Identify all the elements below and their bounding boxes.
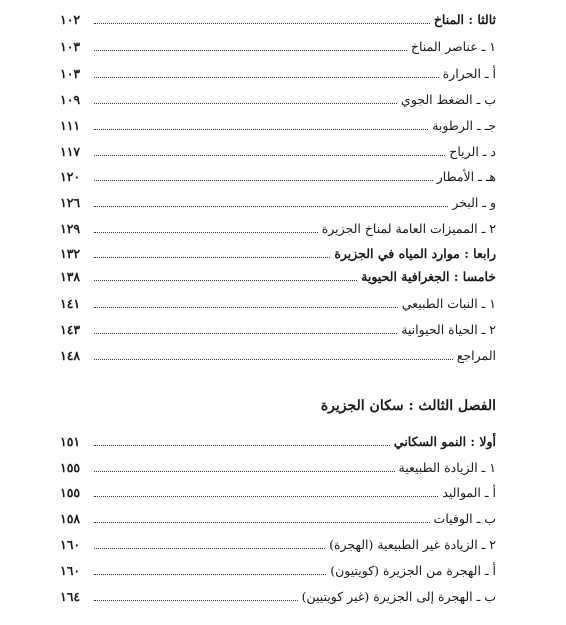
toc-entry-label: رابعا : موارد المياه في الجزيرة: [334, 246, 496, 261]
dot-leader: [94, 495, 438, 497]
toc-entry-label: أ ـ الحرارة: [442, 66, 496, 81]
dot-leader: [94, 256, 330, 258]
toc-entry-page: ١١٧: [60, 144, 81, 159]
toc-entry-emigration: [60, 560, 496, 582]
dot-leader: [94, 231, 318, 233]
toc-entry-label: ٢ ـ الحياة الحيوانية: [401, 322, 496, 337]
toc-entry-label: ١ ـ النبات الطبيعي: [401, 296, 496, 311]
toc-entry-pressure: [60, 89, 496, 111]
dot-leader: [94, 49, 407, 51]
toc-entry-immigration: [60, 586, 496, 608]
dot-leader: [94, 599, 298, 601]
toc-entry-temperature: [60, 63, 496, 85]
toc-entry-page: ١٦٠: [60, 563, 81, 578]
toc-entry-page: ١٠٩: [60, 92, 81, 107]
toc-entry-rain: [60, 166, 496, 188]
dot-leader: [94, 358, 453, 360]
dot-leader: [94, 470, 395, 472]
toc-entry-page: ١٠٣: [60, 39, 81, 54]
toc-entry-climate-features: [60, 218, 496, 240]
toc-entry-page: ١٤٨: [60, 348, 81, 363]
toc-entry-evaporation: [60, 192, 496, 214]
dot-leader: [94, 306, 398, 308]
toc-entry-label: هـ ـ الأمطار: [436, 169, 496, 184]
toc-entry-water-resources: [60, 243, 496, 265]
toc-entry-natural-increase: [60, 457, 496, 479]
toc-entry-page: ١٣٢: [60, 246, 81, 261]
toc-entry-winds: [60, 141, 496, 163]
dot-leader: [94, 573, 326, 575]
toc-entry-page: ١٥٨: [60, 511, 81, 526]
toc-entry-page: ١٤٣: [60, 322, 81, 337]
dot-leader: [94, 76, 439, 78]
dot-leader: [94, 22, 430, 24]
toc-entry-page: ١٣٨: [60, 269, 81, 284]
toc-entry-page: ١٢٩: [60, 221, 81, 236]
toc-entry-label: خامسا : الجغرافية الحيوية: [361, 269, 496, 284]
toc-entry-page: ١٥٥: [60, 485, 81, 500]
toc-entry-page: ١٦٠: [60, 537, 81, 552]
toc-entry-page: ١٠٢: [60, 12, 81, 27]
dot-leader: [94, 521, 430, 523]
toc-entry-label: ٢ ـ المميزات العامة لمناخ الجزيرة: [321, 221, 496, 236]
toc-entry-births: [60, 482, 496, 504]
toc-entry-deaths: [60, 508, 496, 530]
toc-entry-references: [60, 345, 496, 367]
toc-entry-label: ١ ـ الزيادة الطبيعية: [398, 460, 496, 475]
toc-entry-label: ١ ـ عناصر المناخ: [410, 39, 496, 54]
toc-entry-label: أولا : النمو السكاني: [393, 434, 496, 449]
dot-leader: [94, 128, 428, 130]
dot-leader: [94, 205, 448, 207]
toc-entry-label: جـ ـ الرطوبة: [432, 118, 496, 133]
toc-entry-animal-life: [60, 319, 496, 341]
toc-entry-page: ١٢٠: [60, 169, 81, 184]
dot-leader: [94, 179, 433, 181]
toc-entry-label: ٢ ـ الزيادة غير الطبيعية (الهجرة): [329, 537, 496, 552]
toc-entry-label: ب ـ الوفيات: [433, 511, 496, 526]
toc-entry-climate-elements: [60, 36, 496, 58]
toc-entry-label: و ـ البخر: [452, 195, 496, 210]
toc-entry-climate: [60, 9, 496, 31]
toc-entry-page: ١٥٥: [60, 460, 81, 475]
toc-entry-page: ١٠٣: [60, 66, 81, 81]
toc-entry-label: أ ـ الهجرة من الجزيرة (كويتيون): [330, 563, 496, 578]
toc-entry-label: المراجع: [456, 348, 496, 363]
toc-entry-label: أ ـ المواليد: [442, 485, 496, 500]
toc-entry-migration: [60, 534, 496, 556]
dot-leader: [94, 279, 357, 281]
dot-leader: [94, 154, 445, 156]
toc-entry-page: ١٢٦: [60, 195, 81, 210]
toc-entry-page: ١٦٤: [60, 589, 81, 604]
toc-entry-label: ب ـ الهجرة إلى الجزيرة (غير كويتيين): [301, 589, 496, 604]
chapter-title: الفصل الثالث : سكان الجزيرة: [320, 398, 496, 414]
toc-entry-label: د ـ الرياح: [449, 144, 496, 159]
toc-entry-page: ١١١: [60, 118, 81, 133]
toc-entry-page: ١٥١: [60, 434, 81, 449]
dot-leader: [94, 332, 397, 334]
dot-leader: [94, 102, 397, 104]
toc-entry-natural-vegetation: [60, 293, 496, 315]
toc-entry-label: ثالثا : المناخ: [433, 12, 496, 27]
toc-entry-page: ١٤١: [60, 296, 81, 311]
toc-entry-biogeography: [60, 266, 496, 288]
dot-leader: [94, 444, 390, 446]
toc-entry-humidity: [60, 115, 496, 137]
toc-entry-population-growth: [60, 431, 496, 453]
toc-entry-label: ب ـ الضغط الجوي: [401, 92, 496, 107]
dot-leader: [94, 547, 325, 549]
